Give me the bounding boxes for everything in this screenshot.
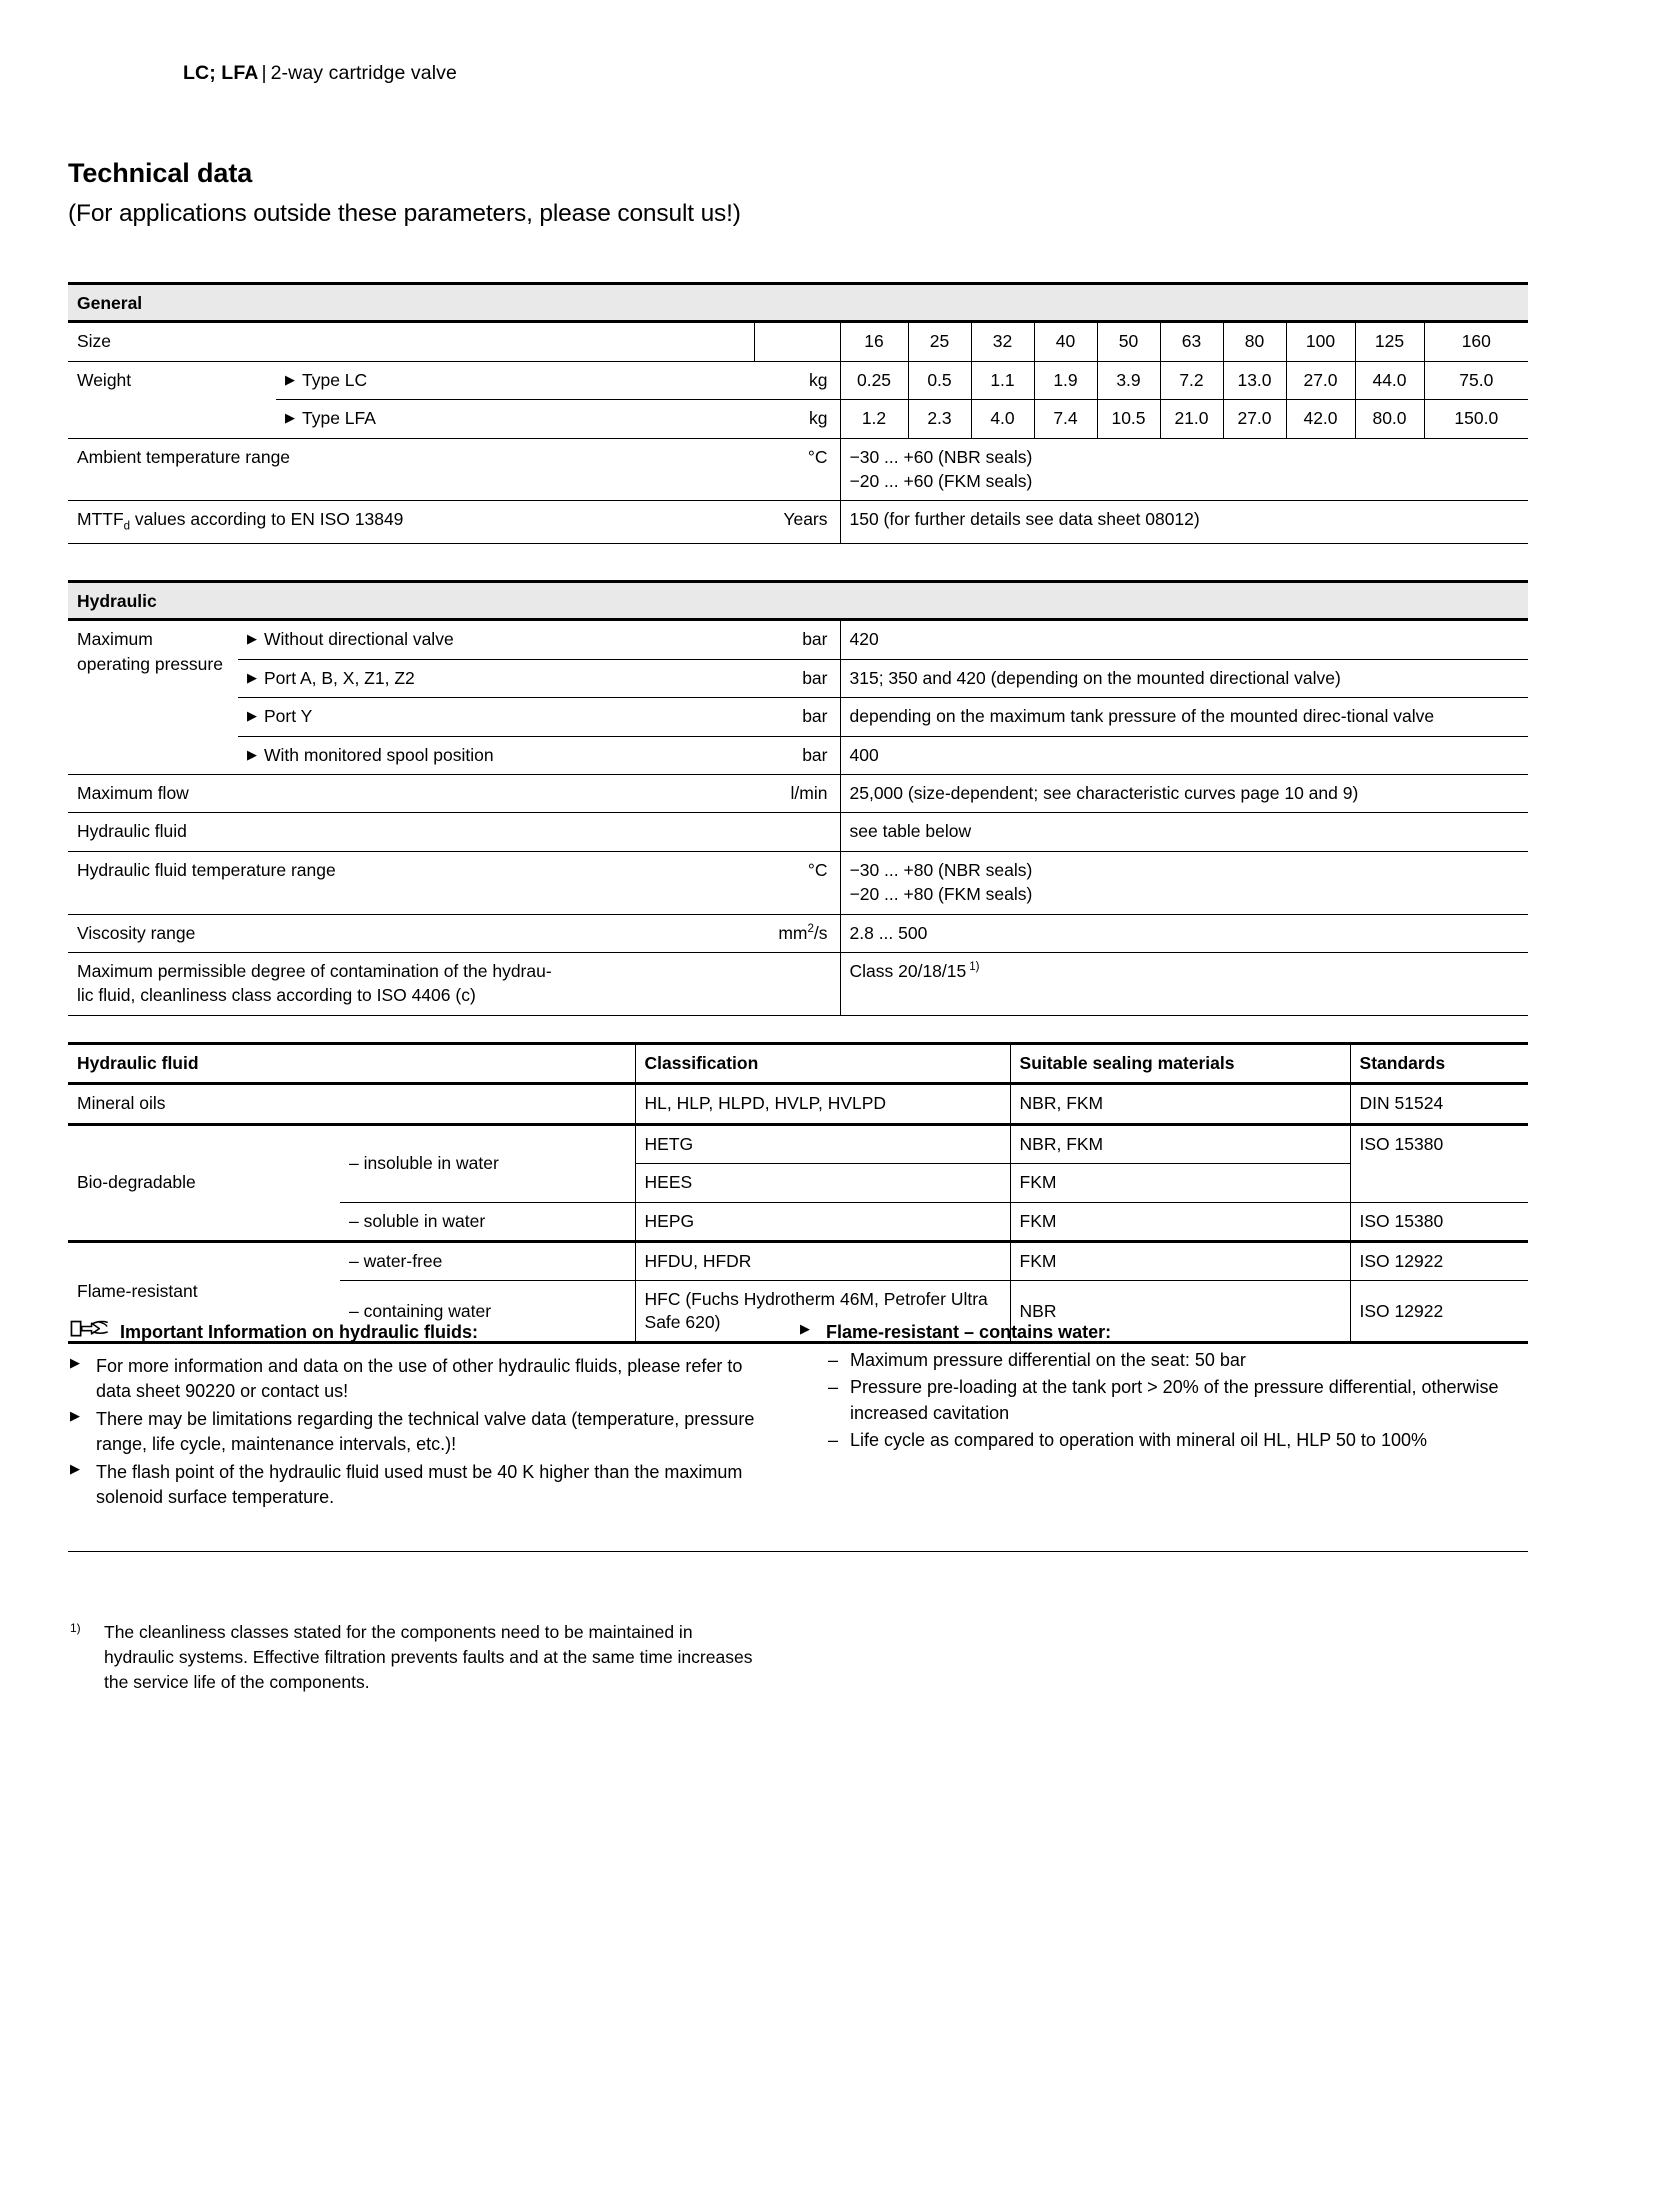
table-row [68,1241,1528,1280]
contamination-label-line1: Maximum permissible degree of contamination of the hydrau- [77,960,552,981]
viscosity-value: 2.8 ... 500 [849,922,928,943]
size-value: 125 [1374,331,1405,352]
size-value: 63 [1181,331,1202,352]
contamination-label-line2: lic fluid, cleanliness class according to ISO 4406 (c) [77,985,476,1006]
fluid-standard: ISO 12922 [1359,1250,1444,1271]
size-value: 25 [929,331,950,352]
fluid-standard: ISO 15380 [1359,1133,1444,1154]
max-pressure-sub-label: With monitored spool position [264,744,494,765]
fluid-subgroup-label: – soluble in water [349,1210,486,1231]
pointing-hand-icon [70,1318,116,1350]
fluid-classification: HEES [644,1172,693,1193]
fluid-sealing: NBR, FKM [1019,1093,1104,1114]
ambient-temperature-value-fkm: −20 ... +60 (FKM seals) [849,470,1033,491]
maximum-flow-unit: l/min [790,782,828,803]
max-pressure-value: depending on the maximum tank pressure of the mounted direc-tional valve [849,706,1435,727]
list-item [70,1354,760,1405]
table-row [68,1124,1528,1163]
triangle-bullet-icon: ▶ [247,708,257,724]
triangle-bullet-icon: ▶ [800,1321,810,1336]
fluid-temperature-label: Hydraulic fluid temperature range [77,859,336,880]
fluid-classification: HEPG [644,1210,695,1231]
running-header-separator: | [261,62,267,84]
ambient-temperature-value-nbr: −30 ... +60 (NBR seals) [849,446,1033,467]
fluid-sealing: FKM [1019,1250,1057,1271]
weight-value: 150.0 [1454,408,1499,429]
fluid-temperature-value-fkm: −20 ... +80 (FKM seals) [849,884,1033,905]
flame-resistant-heading [800,1320,1500,1346]
fluid-subgroup-label: – insoluble in water [349,1152,499,1173]
weight-label: Weight [77,369,132,390]
weight-value: 1.9 [1053,369,1078,390]
notes-divider [68,1551,1528,1552]
table-row-max-pressure-spool [68,736,1528,774]
weight-value: 7.2 [1179,369,1204,390]
fluid-classification: HETG [644,1133,694,1154]
important-information-heading-text: Important Information on hydraulic fluids: [120,1322,478,1342]
list-item-text: For more information and data on the use of other hydraulic fluids, please refer to data sheet 90220 or contact us! [96,1355,743,1402]
dash-bullet-icon: – [828,1377,839,1398]
page-subtitle: (For applications outside these parameters, please consult us!) [68,200,741,227]
fluid-sealing: FKM [1019,1210,1057,1231]
size-value: 50 [1118,331,1139,352]
fluid-classification: HFDU, HFDR [644,1250,752,1271]
weight-value: 42.0 [1303,408,1338,429]
fluid-classification: HFC (Fuchs Hydrotherm 46M, Petrofer Ultra Safe 620) [644,1289,988,1332]
weight-value: 10.5 [1111,408,1146,429]
general-section-header [68,284,1528,322]
list-item-text: The flash point of the hydraulic fluid used must be 40 K higher than the maximum solenoid surface temperature. [96,1461,743,1508]
hydraulic-section-label: Hydraulic [77,591,157,611]
footnote-text: The cleanliness classes stated for the components need to be maintained in hydraulic systems. Effective filtration prevents faults and at the same time increases the service life of the components. [104,1622,753,1693]
list-item-text: Maximum pressure differential on the seat: 50 bar [850,1349,1246,1370]
running-header [183,62,457,85]
table-row [68,1084,1528,1124]
fluid-table-header-row [68,1044,1528,1084]
running-header-product: LC; LFA [183,62,259,84]
weight-value: 80.0 [1372,408,1407,429]
max-pressure-sub-label: Port A, B, X, Z1, Z2 [264,667,415,688]
size-value: 80 [1244,331,1265,352]
table-row-max-pressure-ports [68,659,1528,697]
max-pressure-value: 420 [849,629,879,650]
size-value: 32 [992,331,1013,352]
dash-bullet-icon: – [828,1430,839,1451]
list-item-text: There may be limitations regarding the technical valve data (temperature, pressure range, life cycle, maintenance intervals, etc.)! [96,1408,755,1455]
hydraulic-table [68,580,1528,1016]
table-row-maximum-flow [68,774,1528,812]
running-header-description: 2-way cartridge valve [270,62,457,84]
max-pressure-unit: bar [802,629,828,650]
table-row-fluid-temperature [68,851,1528,914]
weight-value: 1.2 [861,408,887,429]
table-row-size [68,322,1528,361]
viscosity-unit: $mm^2/s$ [778,922,828,943]
hydraulic-fluid-unit [754,813,840,828]
contamination-value: Class 20/18/15 $^{1)}$ [849,960,980,981]
fluid-sealing: NBR, FKM [1019,1133,1104,1154]
weight-value: 27.0 [1303,369,1338,390]
table-row-weight-lc [68,361,1528,399]
weight-value: 75.0 [1459,369,1494,390]
table-row-max-pressure-port-y [68,698,1528,736]
viscosity-label: Viscosity range [77,922,196,943]
size-value: 100 [1305,331,1336,352]
table-row-weight-lfa [68,400,1528,438]
weight-value: 13.0 [1237,369,1272,390]
contamination-unit [754,953,840,968]
fluid-subgroup-label: – containing water [349,1300,492,1321]
max-pressure-sub-label: Without directional valve [264,629,454,650]
weight-value: 7.4 [1053,408,1078,429]
weight-unit: kg [809,408,828,429]
hydraulic-section-header [68,582,1528,620]
weight-value: 0.25 [856,369,892,390]
mttf-label: $MTTF_d$ values according to EN ISO 13849 [77,509,404,533]
fluid-table-header-sealing: Suitable sealing materials [1019,1053,1235,1073]
max-pressure-unit: bar [802,706,828,727]
weight-type-label: Type LFA [302,408,376,429]
triangle-bullet-icon: ▶ [247,669,257,685]
hydraulic-fluid-label: Hydraulic fluid [77,821,187,842]
weight-unit: kg [809,369,828,390]
size-value: 160 [1461,331,1491,352]
table-row-hydraulic-fluid [68,813,1528,851]
footnote-marker: 1) [969,961,980,974]
flame-resistant-heading-text: Flame-resistant – contains water: [826,1322,1112,1342]
max-pressure-value: 315; 350 and 420 (depending on the mounted directional valve) [849,667,1341,688]
ambient-temperature-unit: °C [807,446,828,467]
triangle-bullet-icon: ▶ [70,1354,80,1370]
table-row-viscosity [68,914,1528,952]
maximum-flow-label: Maximum flow [77,782,189,803]
list-item [70,1460,760,1511]
max-pressure-label-line1: Maximum [77,629,153,650]
max-pressure-unit: bar [802,667,828,688]
general-table [68,282,1528,544]
fluid-group-label: Bio-degradable [77,1172,196,1193]
weight-value: 2.3 [927,408,952,429]
fluid-standard: DIN 51524 [1359,1093,1444,1114]
list-item-text: Life cycle as compared to operation with mineral oil HL, HLP 50 to 100% [850,1430,1427,1451]
fluid-sealing: FKM [1019,1172,1057,1193]
fluid-table-header-fluid: Hydraulic fluid [77,1053,199,1073]
weight-value: 27.0 [1237,408,1272,429]
weight-value: 0.5 [927,369,952,390]
table-row-contamination [68,952,1528,1015]
fluid-temperature-value-nbr: −30 ... +80 (NBR seals) [849,859,1033,880]
important-information-heading [70,1318,760,1350]
important-information-block [70,1318,760,1511]
fluid-standard: ISO 15380 [1359,1210,1444,1231]
fluid-sealing: NBR [1019,1300,1057,1321]
fluid-table-header-classification: Classification [644,1053,759,1073]
triangle-bullet-icon: ▶ [247,746,257,762]
list-item [826,1375,1500,1426]
weight-value: 3.9 [1116,369,1141,390]
dash-bullet-icon: – [828,1349,839,1370]
mttf-value: 150 (for further details see data sheet 08012) [849,509,1200,530]
hydraulic-fluid-value: see table below [849,821,972,842]
weight-value: 21.0 [1174,408,1209,429]
footnote-marker: 1) [70,1621,81,1635]
fluid-group-label: Mineral oils [77,1093,166,1114]
weight-value: 1.1 [990,369,1015,390]
maximum-flow-value: 25,000 (size-dependent; see characteristic curves page 10 and 9) [849,782,1359,803]
list-item [70,1407,760,1458]
weight-type-label: Type LC [302,369,368,390]
page-title: Technical data [68,158,253,188]
list-item [826,1348,1500,1374]
triangle-bullet-icon: ▶ [285,371,295,387]
triangle-bullet-icon: ▶ [247,631,257,647]
size-value: 16 [864,331,884,352]
max-pressure-sub-label: Port Y [264,706,313,727]
hydraulic-fluid-table [68,1042,1528,1344]
table-row-ambient-temperature [68,438,1528,501]
ambient-temperature-label: Ambient temperature range [77,446,291,467]
max-pressure-unit: bar [802,744,828,765]
size-label: Size [77,331,112,352]
weight-value: 44.0 [1372,369,1407,390]
flame-resistant-note-block [800,1318,1500,1454]
fluid-classification: HL, HLP, HLPD, HVLP, HVLPD [644,1093,887,1114]
table-row-mttf [68,501,1528,543]
fluid-temperature-unit: °C [807,859,828,880]
fluid-subgroup-label: – water-free [349,1250,443,1271]
footnote [70,1620,760,1696]
size-value: 40 [1055,331,1076,352]
fluid-standard: ISO 12922 [1359,1300,1444,1321]
max-pressure-value: 400 [849,744,879,765]
list-item-text: Pressure pre-loading at the tank port > 20% of the pressure differential, otherwise increased cavitation [850,1377,1499,1423]
triangle-bullet-icon: ▶ [285,410,295,426]
general-section-label: General [77,293,143,313]
weight-value: 4.0 [990,408,1015,429]
fluid-group-label: Flame-resistant [77,1281,198,1302]
triangle-bullet-icon: ▶ [70,1407,80,1423]
mttf-unit: Years [783,509,828,530]
max-pressure-label-line2: operating pressure [77,653,223,674]
list-item [826,1428,1500,1454]
triangle-bullet-icon: ▶ [70,1460,80,1476]
fluid-table-header-standards: Standards [1359,1053,1446,1073]
table-row-max-pressure-no-dv [68,620,1528,659]
